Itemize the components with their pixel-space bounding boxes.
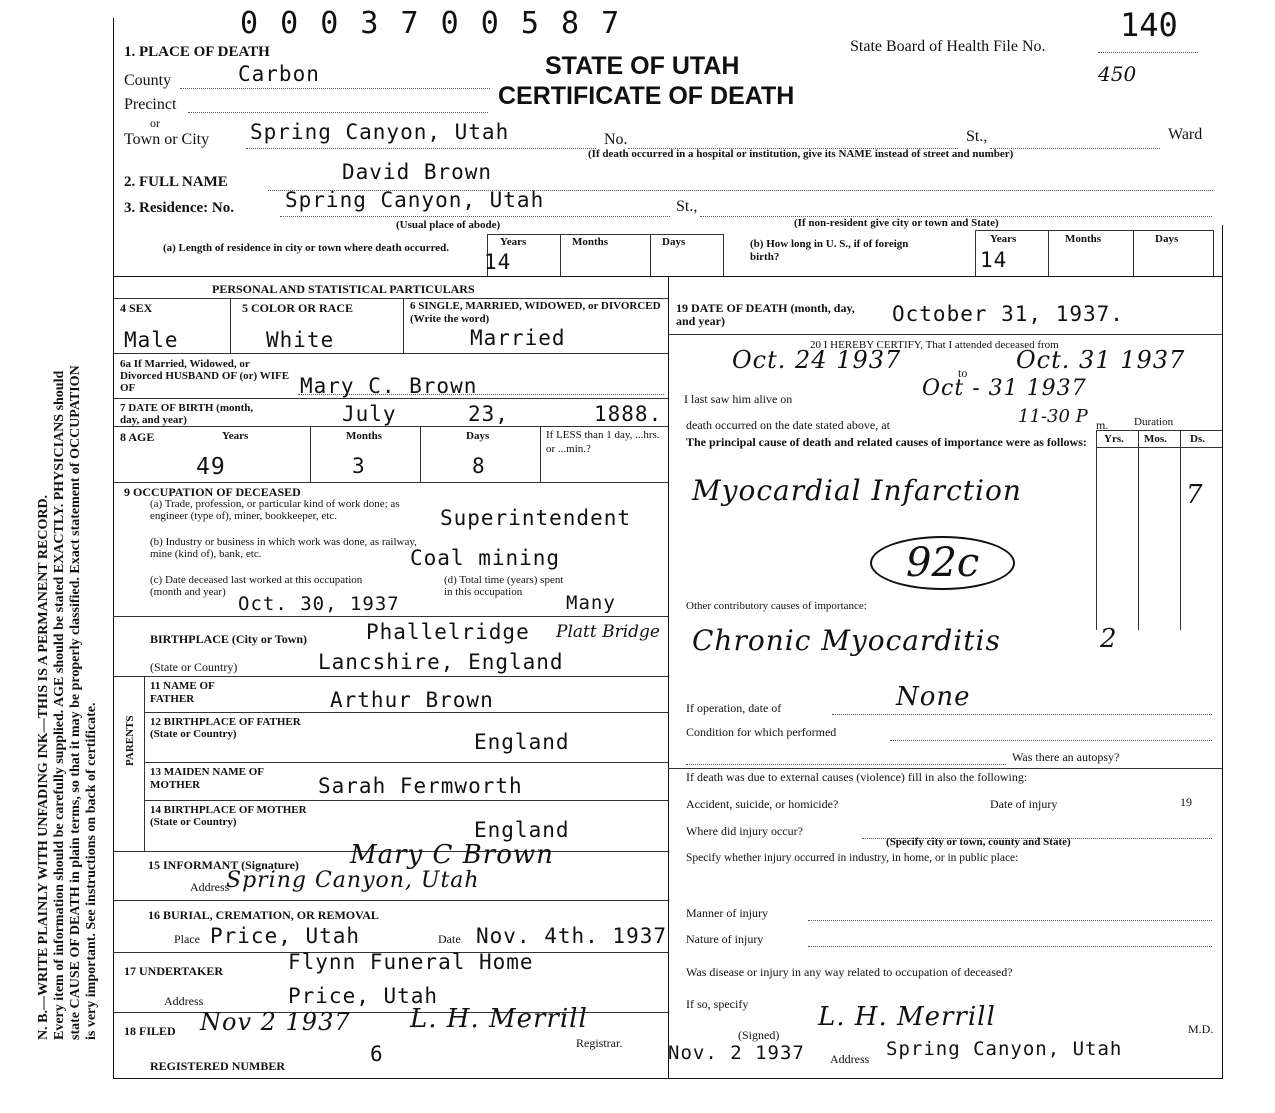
age-months: 3 <box>352 454 366 478</box>
margin-notes <box>36 40 100 1040</box>
informant-signature: Mary C Brown <box>350 840 554 870</box>
us-label: (b) How long in U. S., if of foreign birth? <box>750 238 909 263</box>
cause-of-death: Myocardial Infarction <box>692 474 1022 507</box>
registered-label: REGISTERED NUMBER <box>150 1059 286 1073</box>
other-label: Other contributory causes of importance: <box>686 600 867 612</box>
dob-year: 1888. <box>594 402 663 426</box>
informant-address-label: Address <box>190 880 230 894</box>
age-years-label: Years <box>222 430 249 442</box>
occurred-label: death occurred on the date stated above, at <box>686 418 890 432</box>
cause-code: 92c <box>870 536 1015 590</box>
margin-note-1: N. B.—WRITE PLAINLY WITH UNFADING INK—THIS IS A PERMANENT RECORD. <box>36 494 51 1040</box>
physician-signature: L. H. Merrill <box>818 1002 996 1032</box>
filed-label: 18 FILED <box>124 1024 176 1038</box>
marital-label: 6 SINGLE, MARRIED, WIDOWED, or DIVORCED (Write the word) <box>410 300 661 325</box>
occupation-d-label: (d) Total time (years) spent in this occupation <box>444 574 564 598</box>
spouse-value: Mary C. Brown <box>300 374 478 398</box>
occupation-heading: 9 OCCUPATION OF DECEASED <box>124 485 301 499</box>
length-days-label: Days <box>662 236 686 248</box>
to-label: to <box>958 366 968 380</box>
related-label: Was disease or injury in any way related to occupation of deceased? <box>686 965 1013 979</box>
residence-st-label: St., <box>676 198 698 215</box>
parents-label: PARENTS <box>124 715 136 766</box>
father-bp-value: England <box>474 730 570 754</box>
town-st-label: St., <box>966 128 988 145</box>
hospital-note: (If death occurred in a hospital or institution, give its NAME instead of street and number) <box>588 148 1014 160</box>
or-label: or <box>150 116 160 130</box>
last-saw-label: I last saw him alive on <box>684 392 793 406</box>
where-label: Where did injury occur? <box>686 824 803 838</box>
certify-label: 20 I HEREBY CERTIFY, That I attended deceased from <box>810 339 1059 351</box>
birthplace-state-label: (State or Country) <box>150 660 238 674</box>
mother-value: Sarah Fermworth <box>318 774 523 798</box>
birthplace-state: Lancshire, England <box>318 650 564 674</box>
age-label: 8 AGE <box>120 430 155 444</box>
registrar-label: Registrar. <box>576 1036 623 1050</box>
occupation-d-value: Many <box>566 592 616 614</box>
death-date-label: 19 DATE OF DEATH (month, day, and year) <box>676 301 855 328</box>
margin-note-4: is very important. See instructions on back of certificate. <box>84 702 99 1040</box>
cause-days: 7 <box>1186 480 1204 510</box>
title-state: STATE OF UTAH <box>545 52 740 80</box>
injury-date-label: Date of injury <box>990 797 1058 811</box>
race-label: 5 COLOR OR RACE <box>242 301 354 315</box>
occupation-b-label: (b) Industry or business in which work was done, as railway, mine (kind of), bank, etc. <box>150 536 417 560</box>
county-value: Carbon <box>238 62 320 86</box>
m-label: m. <box>1096 418 1109 432</box>
operation-value: None <box>896 682 971 712</box>
informant-label: 15 INFORMANT (Signature) <box>148 858 299 872</box>
dob-day: 23, <box>468 402 509 426</box>
undertaker-value: Flynn Funeral Home <box>288 950 534 974</box>
length-years: 14 <box>484 250 512 274</box>
death-date: October 31, 1937. <box>892 302 1124 326</box>
occupation-c-value: Oct. 30, 1937 <box>238 593 400 615</box>
birthplace-handwritten: Platt Bridge <box>556 622 660 642</box>
town-no-label: No. <box>604 131 628 148</box>
race-value: White <box>266 328 335 352</box>
if-so-label: If so, specify <box>686 997 749 1011</box>
mother-bp-value: England <box>474 818 570 842</box>
birthplace-label: BIRTHPLACE (City or Town) <box>150 632 308 646</box>
sex-label: 4 SEX <box>120 301 153 315</box>
signed-date: Nov. 2 1937 <box>668 1042 805 1064</box>
undertaker-address-label: Address <box>164 994 204 1008</box>
dob-label: 7 DATE OF BIRTH (month, day, and year) <box>120 402 254 426</box>
personal-heading: PERSONAL AND STATISTICAL PARTICULARS <box>212 282 475 296</box>
father-bp-label: 12 BIRTHPLACE OF FATHER (State or Country) <box>150 716 301 740</box>
sex-value: Male <box>124 328 179 352</box>
registered-number: 6 <box>370 1042 384 1066</box>
burial-date: Nov. 4th. 1937 <box>476 924 668 948</box>
manner-label: Manner of injury <box>686 906 768 920</box>
place-heading: 1. PLACE OF DEATH <box>124 44 270 60</box>
death-time: 11-30 P <box>1018 406 1088 427</box>
age-years: 49 <box>196 454 226 480</box>
specify-where: Specify whether injury occurred in industry, in home, or in public place: <box>686 852 1019 864</box>
full-name-label: 2. FULL NAME <box>124 174 228 190</box>
last-saw: Oct - 31 1937 <box>922 376 1087 401</box>
dob-month: July <box>342 402 397 426</box>
residence-label: 3. Residence: No. <box>124 200 234 216</box>
title-certificate: CERTIFICATE OF DEATH <box>498 82 795 110</box>
principal-label: The principal cause of death and related causes of importance were as follows: <box>686 435 1087 449</box>
spouse-label: 6a If Married, Widowed, or Divorced HUSBAND OF (or) WIFE OF <box>120 358 290 394</box>
age-days-label: Days <box>466 430 490 442</box>
margin-note-2: Every item of information should be carefully supplied. AGE should be stated EXACTLY. PHYSICIANS should <box>52 370 67 1040</box>
other-cause: Chronic Myocarditis <box>692 624 1001 657</box>
precinct-label: Precinct <box>124 96 177 113</box>
age-months-label: Months <box>346 430 383 442</box>
mother-bp-label: 14 BIRTHPLACE OF MOTHER (State or Country) <box>150 804 307 828</box>
us-years: 14 <box>980 248 1008 272</box>
burial-label: 16 BURIAL, CREMATION, OR REMOVAL <box>148 908 379 922</box>
specify-city: (Specify city or town, county and State) <box>886 836 1071 848</box>
usual-abode-note: (Usual place of abode) <box>396 219 501 231</box>
us-days-label: Days <box>1155 233 1179 245</box>
burial-place: Price, Utah <box>210 924 361 948</box>
attended-from: Oct. 24 1937 <box>732 346 902 374</box>
filed-date: Nov 2 1937 <box>200 1008 351 1036</box>
us-months-label: Months <box>1065 233 1102 245</box>
county-label: County <box>124 72 172 89</box>
nature-label: Nature of injury <box>686 932 764 946</box>
md-label: M.D. <box>1188 1022 1214 1036</box>
marital-value: Married <box>470 326 566 350</box>
serial-number: 0 0 0 3 7 0 0 5 8 7 <box>240 6 622 41</box>
length-years-label: Years <box>500 236 527 248</box>
margin-note-3: state CAUSE OF DEATH in plain terms, so that it may be properly classified. Exact statement of OCCUPATION <box>68 365 83 1040</box>
length-months-label: Months <box>572 236 609 248</box>
burial-date-label: Date <box>438 932 461 946</box>
residence-value: Spring Canyon, Utah <box>285 188 545 212</box>
autopsy-label: Was there an autopsy? <box>1012 750 1120 764</box>
mos-label: Mos. <box>1144 433 1167 445</box>
duration-label: Duration <box>1134 416 1174 428</box>
occupation-c-label: (c) Date deceased last worked at this occupation (month and year) <box>150 574 363 598</box>
father-value: Arthur Brown <box>330 688 494 712</box>
birthplace-city: Phallelridge <box>366 620 530 644</box>
age-less-label: If LESS than 1 day, ...hrs. or ...min.? <box>546 429 660 455</box>
undertaker-address: Price, Utah <box>288 984 439 1008</box>
ward-label: Ward <box>1168 126 1203 143</box>
burial-place-label: Place <box>174 932 200 946</box>
file-sub-number: 450 <box>1098 62 1137 86</box>
father-label: 11 NAME OF FATHER <box>150 680 215 705</box>
us-years-label: Years <box>990 233 1017 245</box>
external-label: If death was due to external causes (violence) fill in also the following: <box>686 770 1028 784</box>
injury-year: 19 <box>1180 795 1192 809</box>
ds-label: Ds. <box>1190 433 1205 445</box>
file-label: State Board of Health File No. <box>850 38 1046 55</box>
file-number: 140 <box>1120 6 1178 44</box>
informant-address: Spring Canyon, Utah <box>226 868 480 893</box>
signed-label: (Signed) <box>738 1028 780 1042</box>
condition-label: Condition for which performed <box>686 725 837 739</box>
yrs-label: Yrs. <box>1104 433 1124 445</box>
nonresident-note: (If non-resident give city or town and State) <box>794 217 999 229</box>
full-name-value: David Brown <box>342 160 493 184</box>
town-label: Town or City <box>124 131 210 148</box>
signed-address: Spring Canyon, Utah <box>886 1038 1123 1060</box>
accident-label: Accident, suicide, or homicide? <box>686 797 839 811</box>
operation-label: If operation, date of <box>686 701 782 715</box>
signed-address-label: Address <box>830 1052 870 1066</box>
undertaker-label: 17 UNDERTAKER <box>124 964 224 978</box>
occupation-a-value: Superintendent <box>440 506 632 530</box>
other-years: 2 <box>1100 624 1118 654</box>
occupation-b-value: Coal mining <box>410 546 561 570</box>
length-label: (a) Length of residence in city or town where death occurred. <box>162 242 450 254</box>
town-value: Spring Canyon, Utah <box>250 120 510 144</box>
occupation-a-label: (a) Trade, profession, or particular kind of work done; as engineer (type of), miner, bookkeeper, etc. <box>150 498 400 522</box>
age-days: 8 <box>472 454 486 478</box>
mother-label: 13 MAIDEN NAME OF MOTHER <box>150 766 264 791</box>
registrar-signature: L. H. Merrill <box>410 1004 588 1034</box>
attended-to: Oct. 31 1937 <box>1016 346 1186 374</box>
